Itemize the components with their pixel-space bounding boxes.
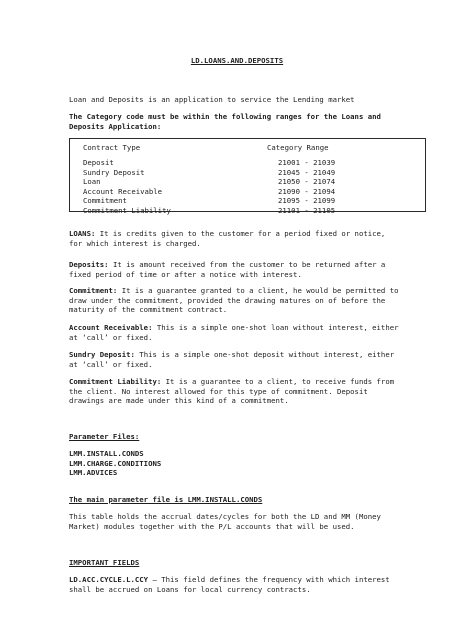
definition-text: It is a guarantee granted to a client, he would be permitted to — [117, 286, 399, 295]
definition-text: at ‘call’ or fixed. — [69, 332, 153, 342]
row-category-range: 21050 - 21074 — [278, 177, 336, 187]
term-loans: LOANS: — [69, 229, 96, 238]
category-heading-line: The Category code must be within the following ranges for the Loans and — [69, 112, 381, 121]
term-commitment: Commitment: — [69, 286, 118, 295]
row-category-range: 21045 - 21049 — [278, 167, 336, 177]
paragraph-line: This table holds the accrual dates/cycles for both the LD and MM (Money — [69, 512, 381, 521]
definition-loans — [69, 229, 425, 248]
definition-text: drawings are made under this kind of a commitment. — [69, 396, 289, 406]
definition-text: This is a simple one-shot deposit without interest, either — [134, 350, 395, 359]
row-category-range: 21090 - 21094 — [278, 186, 336, 196]
definition-commitment — [69, 286, 425, 315]
intro-text: Loan and Deposits is an application to service the Lending market — [69, 95, 355, 104]
definition-text: It is credits given to the customer for a period fixed or notice, — [95, 229, 386, 238]
category-table-header — [83, 143, 413, 153]
parameter-file-item: LMM.ADVICES — [69, 468, 118, 478]
term-commitment-liability: Commitment Liability: — [69, 377, 162, 386]
paragraph-line: shall be accrued on Loans for local currency contracts. — [69, 584, 311, 594]
table-row — [83, 168, 413, 178]
row-category-range: 21001 - 21039 — [278, 158, 336, 167]
row-contract-type: Commitment — [83, 196, 127, 206]
definition-account-receivable — [69, 323, 425, 342]
important-fields-text — [69, 575, 425, 594]
parameter-files-heading: Parameter Files: — [69, 432, 140, 441]
row-contract-type: Commitment Liability — [83, 206, 171, 215]
header-category-range: Category Range — [267, 143, 329, 152]
table-row — [83, 206, 413, 216]
paragraph-line: Market) modules together with the P/L accounts that will be used. — [69, 521, 355, 531]
definition-text: the client. No interest allowed for this type of commitment. Deposit — [69, 386, 368, 396]
row-contract-type: Deposit — [83, 158, 114, 167]
table-row — [83, 196, 413, 206]
row-contract-type: Account Receivable — [83, 186, 163, 196]
field-name: LD.ACC.CYCLE.L.CCY — [69, 575, 149, 584]
important-fields-heading: IMPORTANT FIELDS — [69, 558, 140, 567]
header-contract-type: Contract Type — [83, 143, 141, 152]
term-deposits: Deposits: — [69, 260, 109, 269]
definition-text: for which interest is charged. — [69, 238, 201, 248]
main-parameter-text — [69, 512, 425, 531]
table-row — [83, 158, 413, 168]
definition-text: This is a simple one-shot loan without interest, either — [152, 323, 399, 332]
definition-deposits — [69, 260, 425, 279]
definition-text: fixed period of time or after a notice with interest. — [69, 269, 302, 279]
table-row — [83, 187, 413, 197]
main-parameter-heading-text: The main parameter file is LMM.INSTALL.CONDS — [69, 495, 263, 504]
row-category-range: 21095 - 21099 — [278, 196, 336, 206]
row-contract-type: Sundry Deposit — [83, 167, 145, 177]
definition-text: at ‘call’ or fixed. — [69, 359, 153, 369]
category-heading — [69, 112, 425, 131]
definition-text: maturity of the commitment contract. — [69, 305, 228, 315]
row-contract-type: Loan — [83, 177, 101, 187]
definition-text: It is a guarantee to a client, to receive funds from — [161, 377, 395, 386]
parameter-file-item: LMM.CHARGE.CONDITIONS — [69, 458, 162, 468]
term-account-receivable: Account Receivable: — [69, 323, 153, 332]
category-heading-line: Deposits Application: — [69, 121, 162, 131]
table-row — [83, 177, 413, 187]
category-table — [69, 138, 426, 215]
definition-sundry-deposit — [69, 350, 425, 369]
main-parameter-heading — [69, 495, 425, 505]
definition-text: It is amount received from the customer to be returned after a — [108, 260, 386, 269]
row-category-range: 21101 - 21105 — [278, 206, 336, 215]
paragraph-line: – This field defines the frequency with which interest — [148, 575, 390, 584]
parameter-file-item: LMM.INSTALL.CONDS — [69, 449, 144, 458]
parameter-files-list — [69, 449, 425, 478]
definition-commitment-liability — [69, 377, 425, 406]
term-sundry-deposit: Sundry Deposit: — [69, 350, 135, 359]
definition-text: draw under the commitment, provided the drawing matures on of before the — [69, 295, 386, 305]
document-title: LD.LOANS.AND.DEPOSITS — [190, 56, 284, 65]
